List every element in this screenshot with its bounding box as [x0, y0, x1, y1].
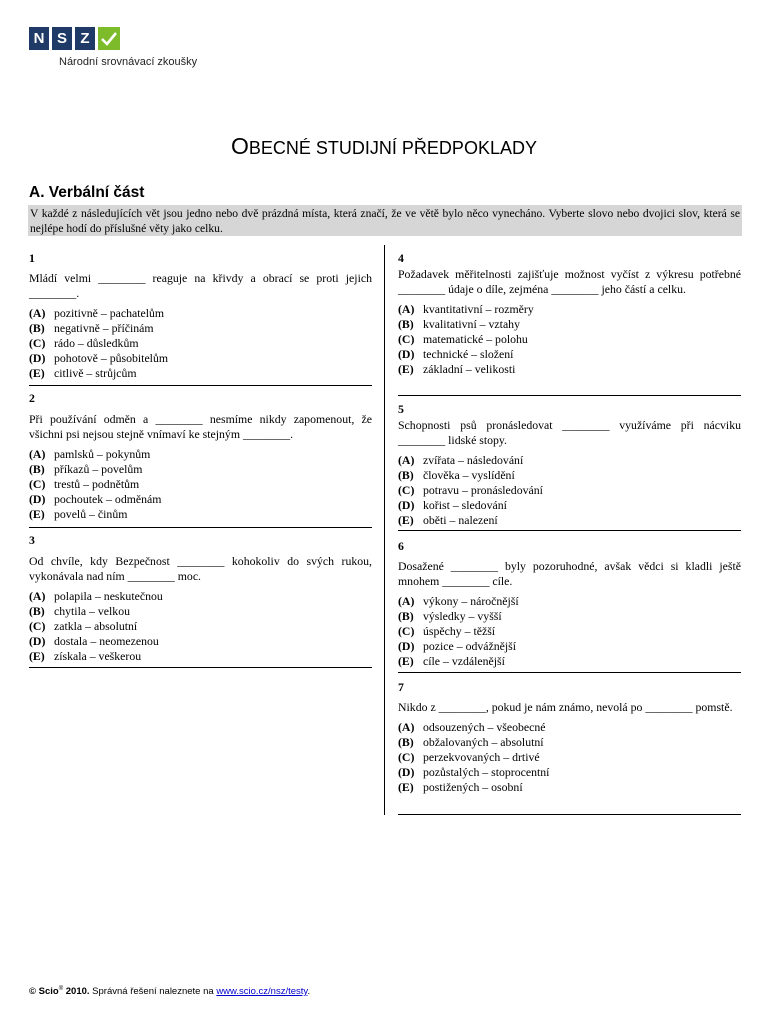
- options-list: [29, 447, 372, 522]
- option-text: perzekvovaných – drtivé: [423, 750, 540, 764]
- option-text: zvířata – následování: [423, 453, 524, 467]
- question-4: [398, 251, 741, 397]
- option-text: technické – složení: [423, 347, 514, 361]
- option-text: kvantitativní – rozměry: [423, 302, 534, 316]
- option-letter: (C): [398, 750, 415, 764]
- question-divider: [398, 395, 741, 396]
- question-number: 6: [398, 539, 404, 553]
- question-text: Schopnosti psů pronásledovat ________ využíváme při nácviku ________ lidské stopy.: [398, 418, 741, 447]
- option-a[interactable]: [29, 589, 372, 604]
- checkmark-icon: [98, 27, 120, 50]
- option-letter: (A): [29, 306, 46, 320]
- option-text: pohotově – působitelům: [54, 351, 169, 365]
- question-divider: [29, 667, 372, 668]
- footer-brand: © Scio: [29, 986, 59, 998]
- option-letter: (E): [398, 780, 414, 794]
- option-text: postižených – osobní: [423, 780, 523, 794]
- option-e[interactable]: [398, 362, 741, 377]
- question-2: [29, 391, 372, 529]
- option-text: pozitivně – pachatelům: [54, 306, 165, 320]
- question-divider: [398, 672, 741, 673]
- option-text: základní – velikosti: [423, 362, 516, 376]
- option-b[interactable]: [398, 317, 741, 332]
- options-list: [398, 720, 741, 795]
- option-letter: (E): [398, 513, 414, 527]
- option-letter: (B): [29, 462, 45, 476]
- question-number: 3: [29, 533, 35, 547]
- option-text: člověka – vyslídění: [423, 468, 515, 482]
- option-text: získala – veškerou: [54, 649, 142, 663]
- option-d[interactable]: [29, 351, 372, 366]
- option-text: oběti – nalezení: [423, 513, 498, 527]
- question-text: Při používání odměn a ________ nesmíme nikdy zapomenout, že všichni psi nejsou stejně vnímaví ke stejným ________.: [29, 412, 372, 441]
- option-d[interactable]: [29, 492, 372, 507]
- option-d[interactable]: [398, 765, 741, 780]
- option-letter: (D): [398, 639, 415, 653]
- option-letter: (D): [29, 351, 46, 365]
- option-letter: (B): [398, 317, 414, 331]
- question-divider: [29, 527, 372, 528]
- option-letter: (C): [29, 619, 46, 633]
- option-a[interactable]: [398, 302, 741, 317]
- option-a[interactable]: [398, 594, 741, 609]
- option-text: matematické – polohu: [423, 332, 528, 346]
- option-text: chytila – velkou: [54, 604, 131, 618]
- title-rest: BECNÉ STUDIJNÍ PŘEDPOKLADY: [248, 138, 537, 158]
- option-text: potravu – pronásledování: [423, 483, 543, 497]
- option-text: odsouzených – všeobecné: [423, 720, 546, 734]
- question-5: [398, 402, 741, 532]
- question-6: [398, 539, 741, 674]
- option-letter: (A): [29, 447, 46, 461]
- option-text: obžalovaných – absolutní: [423, 735, 544, 749]
- option-letter: (D): [29, 492, 46, 506]
- question-text: Dosažené ________ byly pozoruhodné, avšak vědci si kladli ještě mnohem ________ cíle.: [398, 559, 741, 588]
- option-letter: (E): [29, 649, 45, 663]
- option-letter: (A): [398, 302, 415, 316]
- option-d[interactable]: [29, 634, 372, 649]
- option-b[interactable]: [398, 609, 741, 624]
- option-c[interactable]: [398, 624, 741, 639]
- option-letter: (C): [29, 477, 46, 491]
- option-e[interactable]: [29, 649, 372, 664]
- logo-letter-n: N: [29, 27, 49, 50]
- question-divider: [29, 385, 372, 386]
- option-b[interactable]: [398, 468, 741, 483]
- option-letter: (A): [398, 720, 415, 734]
- option-letter: (C): [29, 336, 46, 350]
- option-text: pamlsků – pokynům: [54, 447, 151, 461]
- question-number: 1: [29, 251, 35, 265]
- option-text: pozice – odvážnější: [423, 639, 517, 653]
- option-d[interactable]: [398, 639, 741, 654]
- option-e[interactable]: [29, 366, 372, 381]
- option-text: pozůstalých – stoprocentní: [423, 765, 550, 779]
- option-letter: (A): [398, 453, 415, 467]
- logo-subtitle: Národní srovnávací zkoušky: [59, 56, 198, 68]
- option-letter: (B): [29, 321, 45, 335]
- option-letter: (A): [29, 589, 46, 603]
- footer-end: .: [307, 986, 311, 998]
- option-a[interactable]: [29, 447, 372, 462]
- question-divider: [398, 530, 741, 531]
- question-text: Mládí velmi ________ reaguje na křivdy a obrací se proti jejich ________.: [29, 271, 372, 300]
- logo-letter-z: Z: [75, 27, 95, 50]
- option-text: pochoutek – odměnám: [54, 492, 162, 506]
- option-text: trestů – podnětům: [54, 477, 140, 491]
- option-d[interactable]: [398, 347, 741, 362]
- option-c[interactable]: [398, 483, 741, 498]
- question-divider: [398, 814, 741, 815]
- options-list: [398, 594, 741, 669]
- option-letter: (D): [398, 765, 415, 779]
- question-text: Nikdo z ________, pokud je nám známo, nevolá po ________ pomstě.: [398, 700, 733, 714]
- option-b[interactable]: [29, 321, 372, 336]
- question-number: 7: [398, 680, 404, 694]
- option-letter: (D): [29, 634, 46, 648]
- title-first-letter: O: [231, 133, 249, 159]
- option-c[interactable]: [398, 750, 741, 765]
- option-letter: (E): [398, 362, 414, 376]
- option-letter: (E): [29, 366, 45, 380]
- question-number: 4: [398, 251, 404, 265]
- option-e[interactable]: [398, 654, 741, 669]
- option-a[interactable]: [398, 453, 741, 468]
- option-e[interactable]: [29, 507, 372, 522]
- options-list: [398, 453, 741, 528]
- option-letter: (B): [398, 609, 414, 623]
- option-a[interactable]: [29, 306, 372, 321]
- question-7: [398, 680, 741, 816]
- page-title: [0, 133, 768, 160]
- option-text: úspěchy – těžší: [423, 624, 496, 638]
- option-letter: (C): [398, 332, 415, 346]
- option-text: příkazů – povelům: [54, 462, 143, 476]
- page-footer: [29, 986, 310, 997]
- option-text: cíle – vzdálenější: [423, 654, 505, 668]
- option-letter: (C): [398, 624, 415, 638]
- option-letter: (E): [29, 507, 45, 521]
- option-e[interactable]: [398, 780, 741, 795]
- option-c[interactable]: [29, 477, 372, 492]
- option-a[interactable]: [398, 720, 741, 735]
- option-letter: (D): [398, 347, 415, 361]
- options-list: [398, 302, 741, 377]
- option-e[interactable]: [398, 513, 741, 528]
- column-divider: [384, 245, 385, 815]
- footer-year: 2010.: [63, 986, 90, 998]
- nsz-logo: [29, 27, 198, 68]
- solutions-link[interactable]: www.scio.cz/nsz/testy: [216, 986, 308, 998]
- option-b[interactable]: [29, 462, 372, 477]
- option-text: výsledky – vyšší: [423, 609, 502, 623]
- options-list: [29, 306, 372, 381]
- option-text: zatkla – absolutní: [54, 619, 138, 633]
- question-text: Od chvíle, kdy Bezpečnost ________ kohokoliv do svých rukou, vykonávala nad ním ________ moc.: [29, 554, 372, 583]
- option-text: kořist – sledování: [423, 498, 507, 512]
- option-text: povelů – činům: [54, 507, 128, 521]
- question-number: 2: [29, 391, 35, 405]
- option-text: kvalitativní – vztahy: [423, 317, 520, 331]
- option-c[interactable]: [29, 619, 372, 634]
- section-heading: A. Verbální část: [29, 184, 145, 201]
- option-letter: (A): [398, 594, 415, 608]
- option-letter: (C): [398, 483, 415, 497]
- option-b[interactable]: [398, 735, 741, 750]
- option-letter: (B): [398, 468, 414, 482]
- option-text: citlivě – strůjcům: [54, 366, 137, 380]
- question-text: Požadavek měřitelnosti zajišťuje možnost vyčíst z výkresu potřebné ________ údaje o díle, zejména ________ jeho částí a celku.: [398, 267, 741, 296]
- option-letter: (B): [398, 735, 414, 749]
- option-text: výkony – náročnější: [423, 594, 519, 608]
- option-text: rádo – důsledkům: [54, 336, 139, 350]
- option-letter: (D): [398, 498, 415, 512]
- option-text: dostala – neomezenou: [54, 634, 159, 648]
- option-text: negativně – příčinám: [54, 321, 154, 335]
- options-list: [29, 589, 372, 664]
- option-d[interactable]: [398, 498, 741, 513]
- question-1: [29, 251, 372, 387]
- instructions-box: V každé z následujících vět jsou jedno nebo dvě prázdná místa, která značí, že ve větě bylo něco vynecháno. Vyberte slovo nebo dvojici slov, která se nejlépe hodí do příslušné věty jako celku.: [30, 207, 740, 235]
- footer-text: Správná řešení naleznete na: [89, 986, 217, 998]
- option-c[interactable]: [398, 332, 741, 347]
- option-text: polapila – neskutečnou: [54, 589, 163, 603]
- option-letter: (B): [29, 604, 45, 618]
- question-number: 5: [398, 402, 404, 416]
- option-c[interactable]: [29, 336, 372, 351]
- registered-mark: ®: [58, 986, 64, 992]
- option-letter: (E): [398, 654, 414, 668]
- option-b[interactable]: [29, 604, 372, 619]
- question-3: [29, 533, 372, 669]
- logo-letter-s: S: [52, 27, 72, 50]
